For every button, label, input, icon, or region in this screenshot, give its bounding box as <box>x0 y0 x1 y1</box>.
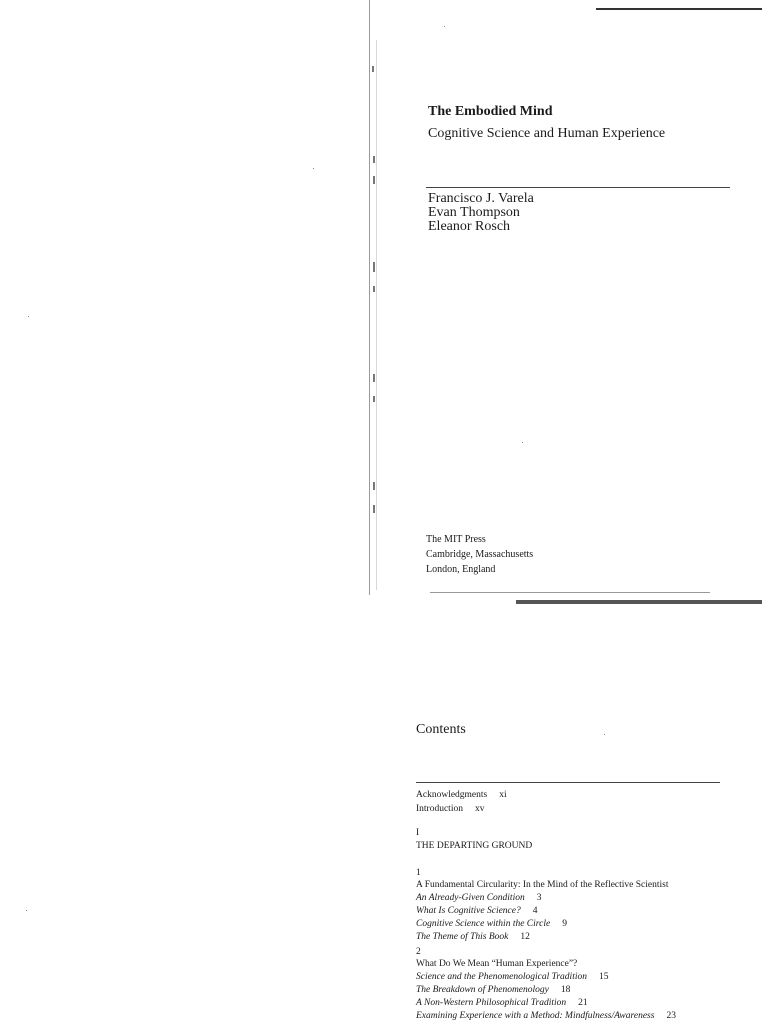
toc-chapter-number: 1 <box>416 868 421 878</box>
bottom-rule-thick <box>516 600 762 604</box>
toc-section: Examining Experience with a Method: Mindfulness/Awareness 23 <box>416 1011 676 1021</box>
scan-speck <box>28 316 29 317</box>
contents-heading: Contents <box>416 722 466 737</box>
book-subtitle: Cognitive Science and Human Experience <box>428 126 666 141</box>
scan-mark <box>373 156 375 163</box>
toc-entry: Acknowledgments xi <box>416 790 507 800</box>
book-title: The Embodied Mind <box>428 104 553 119</box>
contents-rule <box>416 782 720 783</box>
publisher-name: The MIT Press <box>426 534 486 545</box>
scan-mark <box>373 505 375 513</box>
publisher-country: London, England <box>426 564 496 575</box>
page-divider-line <box>369 0 370 595</box>
toc-chapter-title: A Fundamental Circularity: In the Mind of the Reflective Scientist <box>416 880 669 890</box>
scan-speck <box>26 910 27 911</box>
title-rule <box>426 187 730 188</box>
toc-section: A Non-Western Philosophical Tradition 21 <box>416 998 588 1008</box>
scan-mark <box>373 286 375 292</box>
toc-part-title: THE DEPARTING GROUND <box>416 841 533 851</box>
scan-speck <box>522 442 523 443</box>
toc-section: What Is Cognitive Science? 4 <box>416 906 538 916</box>
scan-mark <box>373 262 375 272</box>
page-shadow-line <box>376 40 377 590</box>
author-varela: Francisco J. Varela <box>428 191 534 206</box>
scan-speck <box>604 734 605 735</box>
author-thompson: Evan Thompson <box>428 205 520 220</box>
toc-section: Cognitive Science within the Circle 9 <box>416 919 567 929</box>
scan-mark <box>373 374 375 382</box>
scan-mark <box>372 66 374 72</box>
scan-mark <box>373 176 375 184</box>
scan-mark <box>373 396 375 402</box>
toc-section: An Already-Given Condition 3 <box>416 893 542 903</box>
toc-chapter-title: What Do We Mean “Human Experience”? <box>416 959 578 969</box>
publisher-city: Cambridge, Massachusetts <box>426 549 534 560</box>
scan-speck <box>444 26 445 27</box>
author-rosch: Eleanor Rosch <box>428 219 511 234</box>
toc-section: The Breakdown of Phenomenology 18 <box>416 985 571 995</box>
toc-chapter-number: 2 <box>416 947 421 957</box>
toc-entry: Introduction xv <box>416 804 485 814</box>
top-rule <box>596 8 762 10</box>
scan-speck <box>313 168 314 169</box>
scan-mark <box>373 482 375 490</box>
bottom-rule-thin <box>430 592 710 593</box>
toc-part-number: I <box>416 828 420 838</box>
toc-section: Science and the Phenomenological Tradition 15 <box>416 972 609 982</box>
toc-section: The Theme of This Book 12 <box>416 932 530 942</box>
